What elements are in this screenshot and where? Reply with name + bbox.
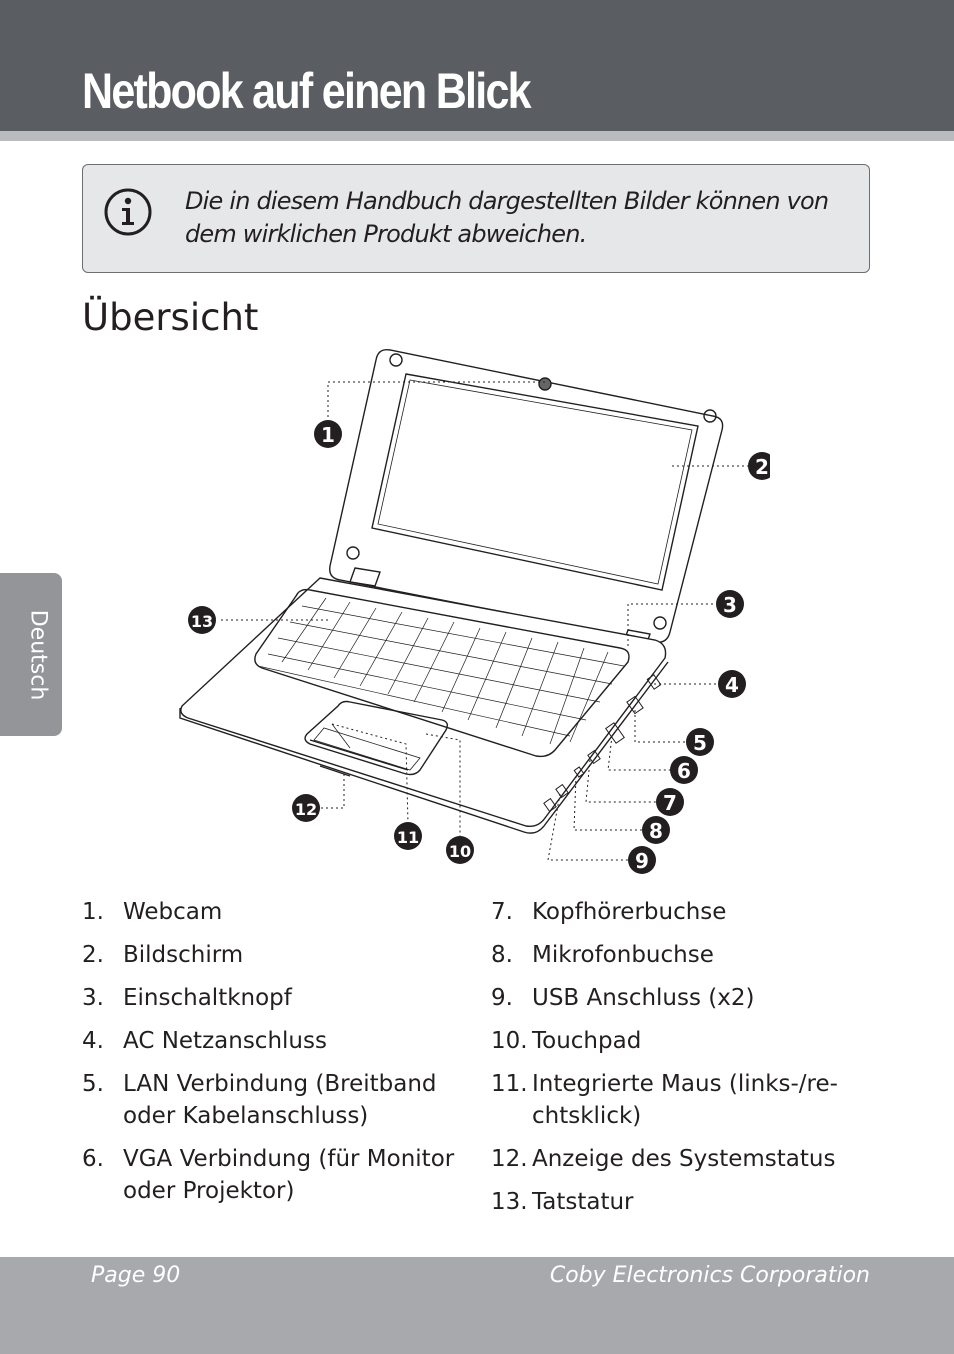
svg-text:10: 10 <box>448 842 472 861</box>
list-item: 13. Tatstatur <box>491 1189 634 1215</box>
header-stripe <box>0 131 954 141</box>
section-title: Übersicht <box>82 296 259 339</box>
svg-text:12: 12 <box>294 800 318 819</box>
list-item: 3. Einschaltknopf <box>82 985 292 1011</box>
callout-1 <box>314 420 342 448</box>
callout-4 <box>718 670 746 698</box>
list-item: 9. USB Anschluss (x2) <box>491 985 755 1011</box>
note-box <box>82 164 870 273</box>
list-item: 5. LAN Verbindung (Breitband oder Kabelanschluss) <box>82 1071 437 1129</box>
svg-text:8: 8 <box>649 819 663 843</box>
list-item: 7. Kopfhörerbuchse <box>491 899 727 925</box>
callout-7 <box>656 788 684 816</box>
laptop-base <box>181 578 666 826</box>
list-item: 6. VGA Verbindung (für Monitor oder Projektor) <box>82 1146 455 1204</box>
svg-text:11: 11 <box>396 828 420 847</box>
info-icon <box>103 187 153 237</box>
company-name: Coby Electronics Corporation <box>549 1263 870 1288</box>
callout-3 <box>716 590 744 618</box>
svg-text:4: 4 <box>725 673 739 697</box>
callout-8 <box>642 816 670 844</box>
callout-11 <box>394 822 422 850</box>
note-text: Die in diesem Handbuch dargestellten Bilder können von dem wirklichen Produkt abweichen. <box>185 187 829 248</box>
webcam-lens <box>539 378 551 390</box>
svg-text:13: 13 <box>190 612 214 631</box>
callout-9 <box>628 846 656 874</box>
parts-list-right <box>491 896 851 1229</box>
callout-5 <box>686 728 714 756</box>
list-item: 2. Bildschirm <box>82 942 244 968</box>
svg-text:7: 7 <box>663 791 677 815</box>
language-tab-label: Deutsch <box>25 609 51 701</box>
list-item: 4. AC Netzanschluss <box>82 1028 327 1054</box>
svg-text:6: 6 <box>677 759 691 783</box>
page-number: Page 90 <box>91 1263 181 1288</box>
svg-text:9: 9 <box>635 849 649 873</box>
callout-12 <box>292 794 320 822</box>
parts-list-left <box>82 896 462 1218</box>
callout-13 <box>188 606 216 634</box>
callout-10 <box>446 836 474 864</box>
page-footer <box>0 1257 954 1354</box>
svg-text:2: 2 <box>755 455 769 479</box>
page-header <box>0 0 954 131</box>
language-tab <box>0 573 62 736</box>
svg-text:5: 5 <box>693 731 707 755</box>
svg-text:1: 1 <box>321 423 335 447</box>
list-item: 1. Webcam <box>82 899 223 925</box>
list-item: 12. Anzeige des Systemstatus <box>491 1146 836 1172</box>
callout-6 <box>670 756 698 784</box>
list-item: 10. Touchpad <box>491 1028 642 1054</box>
svg-text:3: 3 <box>723 593 737 617</box>
list-item: 11. Integrierte Maus (links-/re-chtsklick) <box>491 1071 838 1129</box>
netbook-diagram <box>150 340 770 880</box>
callout-2 <box>748 452 770 480</box>
page-title: Netbook auf einen Blick <box>82 63 530 119</box>
list-item: 8. Mikrofonbuchse <box>491 942 714 968</box>
